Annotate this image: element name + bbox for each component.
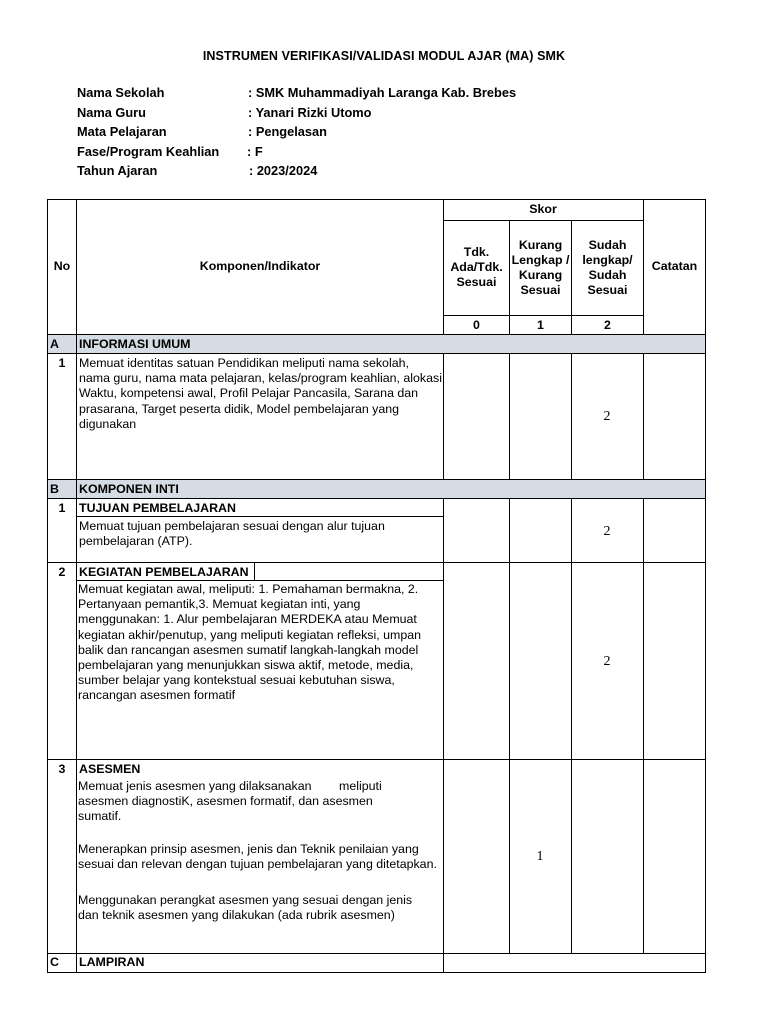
indicator-text: Memuat identitas satuan Pendidikan meliputi nama sekolah, nama guru, nama mata pelajaran, kelas/program keahlian, alokasi Waktu, kompetensi awal, Profil Pelajar Pancasila, Sarana dan prasarana, Target peserta didik, Model pembelajaran yang digunakan <box>79 356 442 431</box>
info-value: : Pengelasan <box>248 124 327 139</box>
section-title: INFORMASI UMUM <box>79 337 191 351</box>
header-score-2: Sudah lengkap/ Sudah Sesuai <box>582 238 633 297</box>
info-value: : Yanari Rizki Utomo <box>248 104 372 120</box>
score-value: 1 <box>536 849 544 864</box>
info-label: Tahun Ajaran <box>77 163 158 178</box>
header-value-2: 2 <box>604 318 611 332</box>
header-value-0: 0 <box>473 318 480 332</box>
header-no: No <box>53 259 71 273</box>
header-score-1: Kurang Lengkap / Kurang Sesuai <box>511 238 570 297</box>
indicator-text: Memuat kegiatan awal, meliputi: 1. Pemahaman bermakna, 2. Pertanyaan pemantik,3. Memuat kegiatan inti, yang menggunakan: 1. Alur pembelajaran MERDEKA atau Memuat kegiatan akhir/penutup, yang meliputi kegiatan refleksi, umpan balik dan rancangan asesmen sumatif langkah-langkah model pembelajaran yang menunjukkan siswa aktif, metode, media, sumber belajar yang kontekstual sesuai kebutuhan siswa, rancangan asesmen formatif <box>78 582 422 703</box>
info-label: Fase/Program Keahlian <box>77 143 220 159</box>
indicator-heading: ASESMEN <box>79 762 141 776</box>
info-label: Mata Pelajaran <box>77 124 167 139</box>
indicator-text: Menerapkan prinsip asesmen, jenis dan Teknik penilaian yang sesuai dan relevan dengan tujuan pembelajaran yang ditetapkan. <box>78 842 437 872</box>
score-value: 2 <box>603 409 611 424</box>
header-skor: Skor <box>529 202 557 216</box>
header-komponen: Komponen/Indikator <box>199 259 321 273</box>
info-value: : SMK Muhammadiyah Laranga Kab. Brebes <box>248 85 517 100</box>
section-title: LAMPIRAN <box>79 955 145 969</box>
info-label: Nama Guru <box>77 104 146 120</box>
indicator-heading: TUJUAN PEMBELAJARAN <box>79 501 236 515</box>
header-value-1: 1 <box>537 318 544 332</box>
indicator-heading: KEGIATAN PEMBELAJARAN <box>79 565 249 579</box>
indicator-text: Memuat jenis asesmen yang dilaksanakan meliputi asesmen diagnostiK, asesmen formatif, dan asesmen sumatif. <box>78 779 386 824</box>
section-title: KOMPONEN INTI <box>79 482 179 496</box>
indicator-text: Menggunakan perangkat asesmen yang sesuai dengan jenis dan teknik asesmen yang dilakukan (ada rubrik asesmen) <box>78 893 413 923</box>
section-letter: B <box>50 482 59 496</box>
info-label: Nama Sekolah <box>77 85 165 100</box>
score-value: 2 <box>603 524 611 539</box>
row-number: 2 <box>58 565 66 579</box>
row-number: 1 <box>58 356 66 370</box>
info-value: : F <box>247 143 263 159</box>
section-letter: C <box>50 955 59 969</box>
header-score-0: Tdk. Ada/Tdk. Sesuai <box>450 245 503 289</box>
row-number: 3 <box>58 762 66 776</box>
header-catatan: Catatan <box>651 259 698 273</box>
row-number: 1 <box>58 501 66 515</box>
indicator-text: Memuat tujuan pembelajaran sesuai dengan alur tujuan pembelajaran (ATP). <box>79 519 385 549</box>
score-value: 2 <box>603 654 611 669</box>
section-letter: A <box>50 337 59 351</box>
info-value: : 2023/2024 <box>249 163 318 178</box>
document-title: INSTRUMEN VERIFIKASI/VALIDASI MODUL AJAR (MA) SMK <box>202 49 566 63</box>
